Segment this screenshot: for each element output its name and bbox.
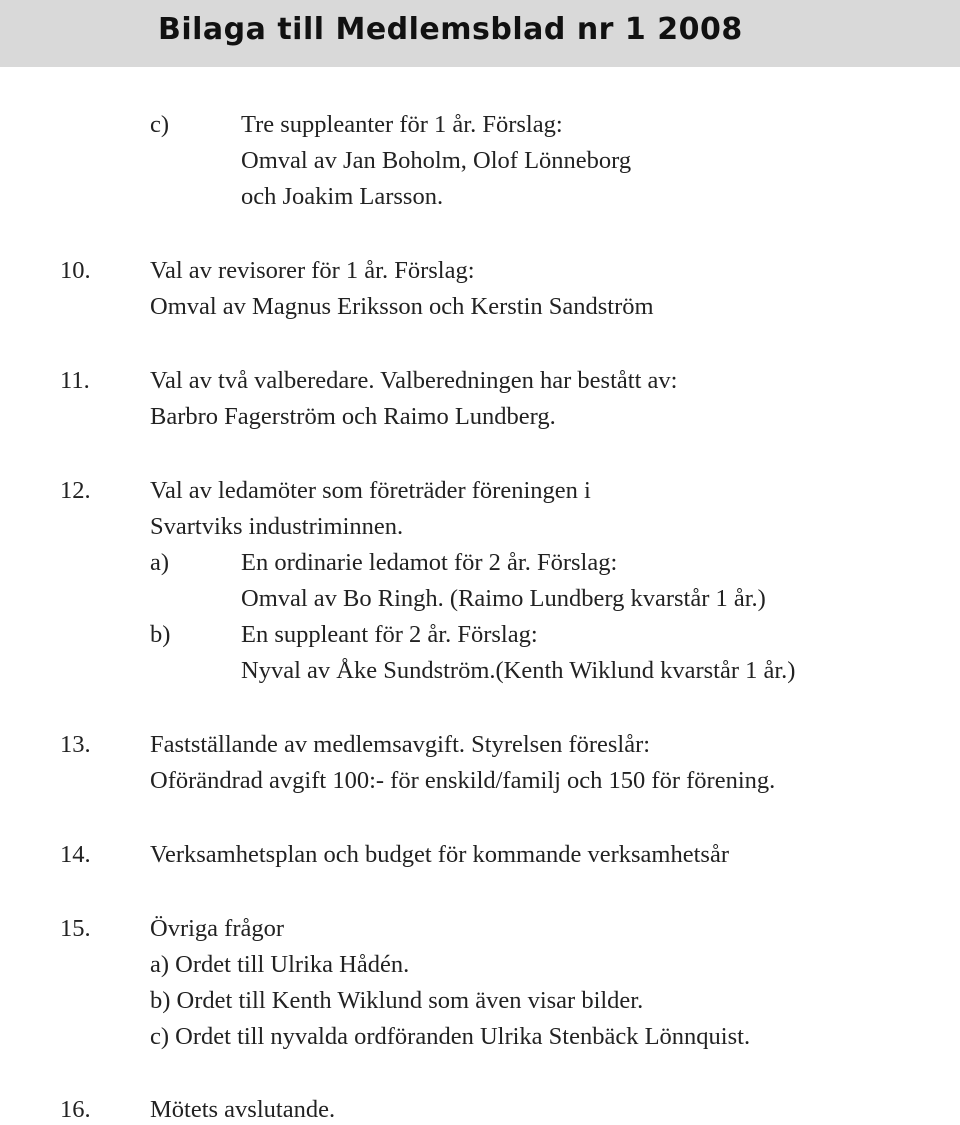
- item-12-a-line-2: Omval av Bo Ringh. (Raimo Lundberg kvarstår 1 år.): [241, 585, 766, 612]
- item-15-line-1: Övriga frågor: [150, 915, 285, 942]
- item-12-a-line-1: En ordinarie ledamot för 2 år. Förslag:: [241, 549, 618, 576]
- item-c-line-3: och Joakim Larsson.: [241, 183, 444, 210]
- item-13-number: 13.: [60, 731, 91, 758]
- item-12-b-line-2: Nyval av Åke Sundström.(Kenth Wiklund kvarstår 1 år.): [241, 657, 796, 684]
- item-14-line-1: Verksamhetsplan och budget för kommande verksamhetsår: [150, 841, 729, 868]
- item-15-line-2: a) Ordet till Ulrika Hådén.: [150, 951, 410, 978]
- item-15-number: 15.: [60, 915, 91, 942]
- item-12-line-1: Val av ledamöter som företräder föreningen i: [150, 477, 591, 504]
- header-title: Bilaga till Medlemsblad nr 1 2008: [158, 12, 743, 47]
- item-11-line-1: Val av två valberedare. Valberedningen har bestått av:: [150, 367, 678, 394]
- item-14-number: 14.: [60, 841, 91, 868]
- item-c-line-2: Omval av Jan Boholm, Olof Lönneborg: [241, 147, 632, 174]
- item-12-a-label: a): [150, 549, 170, 576]
- item-12-b-line-1: En suppleant för 2 år. Förslag:: [241, 621, 538, 648]
- item-10-line-2: Omval av Magnus Eriksson och Kerstin Sandström: [150, 293, 654, 320]
- item-15-line-4: c) Ordet till nyvalda ordföranden Ulrika Stenbäck Lönnquist.: [150, 1023, 751, 1050]
- item-16-line-1: Mötets avslutande.: [150, 1096, 336, 1123]
- item-13-line-2: Oförändrad avgift 100:- för enskild/familj och 150 för förening.: [150, 767, 776, 794]
- item-12-b-label: b): [150, 621, 171, 648]
- item-12-line-2: Svartviks industriminnen.: [150, 513, 404, 540]
- item-12-number: 12.: [60, 477, 91, 504]
- item-13-line-1: Fastställande av medlemsavgift. Styrelsen föreslår:: [150, 731, 651, 758]
- item-11-number: 11.: [60, 367, 90, 394]
- item-10-number: 10.: [60, 257, 91, 284]
- item-10-line-1: Val av revisorer för 1 år. Förslag:: [150, 257, 475, 284]
- item-c-line-1: Tre suppleanter för 1 år. Förslag:: [241, 111, 563, 138]
- item-16-number: 16.: [60, 1096, 91, 1123]
- item-c-label: c): [150, 111, 170, 138]
- item-11-line-2: Barbro Fagerström och Raimo Lundberg.: [150, 403, 556, 430]
- item-15-line-3: b) Ordet till Kenth Wiklund som även visar bilder.: [150, 987, 644, 1014]
